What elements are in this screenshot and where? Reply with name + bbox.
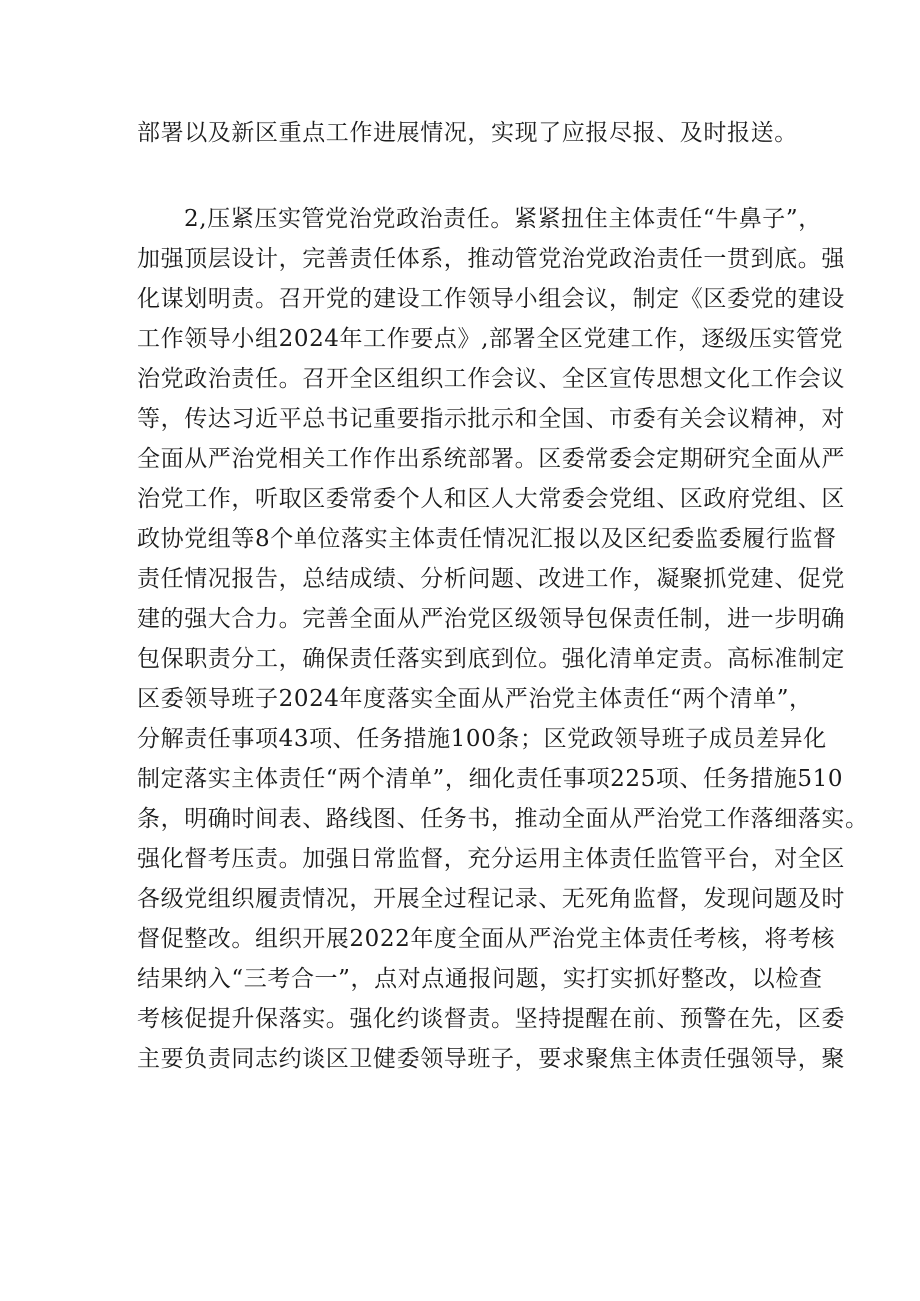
paragraph-line: 加强顶层设计，完善责任体系，推动管党治党政治责任一贯到底。强 [137, 246, 845, 272]
paragraph-line: 强化督考压责。加强日常监督，充分运用主体责任监管平台，对全区 [137, 846, 845, 872]
paragraph-line: 2,压紧压实管党治党政治责任。紧紧扭住主体责任“牛鼻子”， [184, 206, 822, 232]
paragraph-line: 政协党组等8个单位落实主体责任情况汇报以及区纪委监委履行监督 [137, 526, 837, 552]
paragraph-line: 主要负责同志约谈区卫健委领导班子，要求聚焦主体责任强领导，聚 [137, 1046, 845, 1072]
paragraph-line: 包保职责分工，确保责任落实到底到位。强化清单定责。高标准制定 [137, 646, 845, 672]
paragraph-line: 结果纳入“三考合一”，点对点通报问题，实打实抓好整改，以检查 [137, 966, 823, 992]
paragraph-line: 考核促提升保落实。强化约谈督责。坚持提醒在前、预警在先，区委 [137, 1006, 845, 1032]
paragraph-line: 区委领导班子2024年度落实全面从严治党主体责任“两个清单”， [137, 686, 813, 712]
paragraph-line: 建的强大合力。完善全面从严治党区级领导包保责任制，进一步明确 [137, 606, 845, 632]
paragraph-line: 督促整改。组织开展2022年度全面从严治党主体责任考核，将考核 [137, 926, 836, 952]
paragraph-line: 各级党组织履责情况，开展全过程记录、无死角监督，发现问题及时 [137, 886, 845, 912]
paragraph-line: 治党政治责任。召开全区组织工作会议、全区宣传思想文化工作会议 [137, 366, 845, 392]
paragraph-line: 分解责任事项43项、任务措施100条；区党政领导班子成员差异化 [137, 726, 827, 752]
opening-line: 部署以及新区重点工作进展情况，实现了应报尽报、及时报送。 [137, 120, 798, 146]
paragraph-line: 工作领导小组2024年工作要点》,部署全区党建工作，逐级压实管党 [137, 326, 844, 352]
paragraph-line: 条，明确时间表、路线图、任务书，推动全面从严治党工作落细落实。 [137, 806, 869, 832]
paragraph-line: 全面从严治党相关工作作出系统部署。区委常委会定期研究全面从严 [137, 446, 845, 472]
paragraph-line: 等，传达习近平总书记重要指示批示和全国、市委有关会议精神，对 [137, 406, 845, 432]
paragraph-line: 治党工作，听取区委常委个人和区人大常委会党组、区政府党组、区 [137, 486, 845, 512]
paragraph-line: 制定落实主体责任“两个清单”，细化责任事项225项、任务措施510 [137, 766, 844, 792]
paragraph-line: 化谋划明责。召开党的建设工作领导小组会议，制定《区委党的建设 [137, 286, 845, 312]
paragraph-line: 责任情况报告，总结成绩、分析问题、改进工作，凝聚抓党建、促党 [137, 566, 845, 592]
